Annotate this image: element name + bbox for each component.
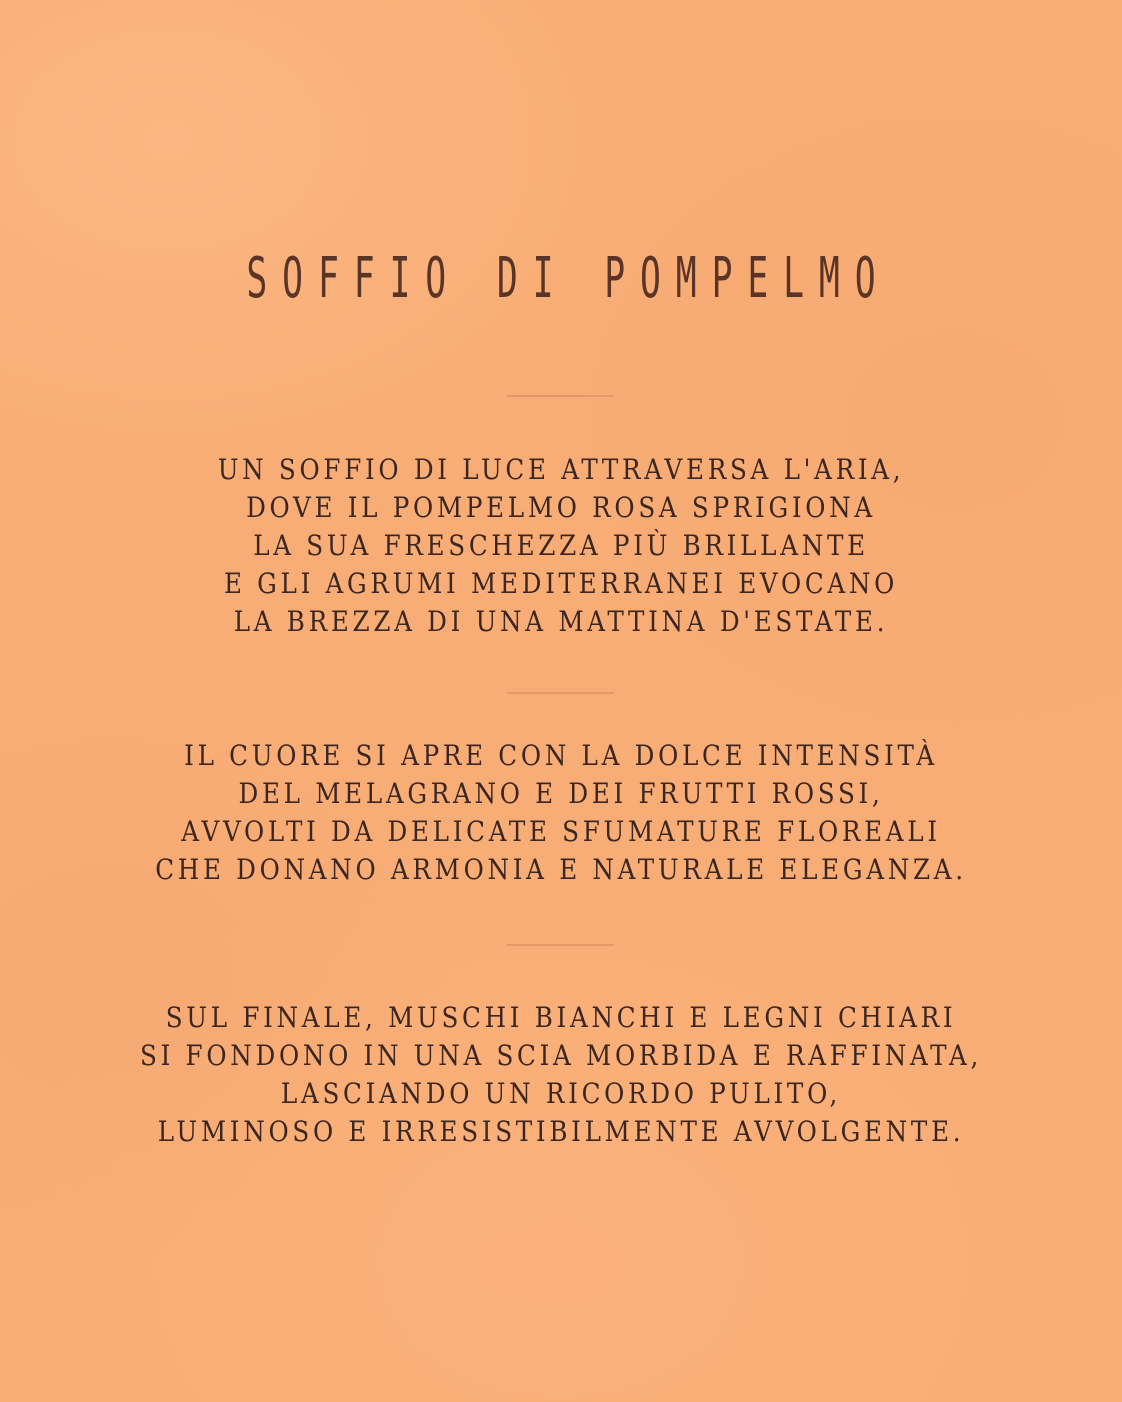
page-title: SOFFIO DI POMPELMO — [246, 246, 891, 311]
stanza-line: IL CUORE SI APRE CON LA DOLCE INTENSITÀ — [184, 739, 938, 772]
divider-1 — [507, 395, 614, 397]
stanza-line: UN SOFFIO DI LUCE ATTRAVERSA L'ARIA, — [217, 453, 905, 486]
stanza-top-notes — [0, 451, 1122, 641]
divider-3 — [507, 944, 614, 946]
stanza-line: SUL FINALE, MUSCHI BIANCHI E LEGNI CHIARI — [165, 1001, 957, 1034]
stanza-line: LASCIANDO UN RICORDO PULITO, — [280, 1077, 842, 1110]
stanza-line: SI FONDONO IN UNA SCIA MORBIDA E RAFFINATA, — [140, 1039, 982, 1072]
stanza-line: LA SUA FRESCHEZZA PIÙ BRILLANTE — [253, 529, 869, 562]
divider-2 — [507, 692, 614, 694]
stanza-line: DOVE IL POMPELMO ROSA SPRIGIONA — [246, 491, 876, 524]
stanza-line: LUMINOSO E IRRESISTIBILMENTE AVVOLGENTE. — [157, 1115, 965, 1148]
stanza-heart-notes — [0, 737, 1122, 889]
stanza-line: AVVOLTI DA DELICATE SFUMATURE FLOREALI — [181, 815, 941, 848]
stanza-line: LA BREZZA DI UNA MATTINA D'ESTATE. — [233, 605, 889, 638]
stanza-line: E GLI AGRUMI MEDITERRANEI EVOCANO — [223, 567, 899, 600]
stanza-line: CHE DONANO ARMONIA E NATURALE ELEGANZA. — [155, 853, 967, 886]
stanza-line: DEL MELAGRANO E DEI FRUTTI ROSSI, — [238, 777, 884, 810]
stanza-base-notes — [0, 999, 1122, 1151]
